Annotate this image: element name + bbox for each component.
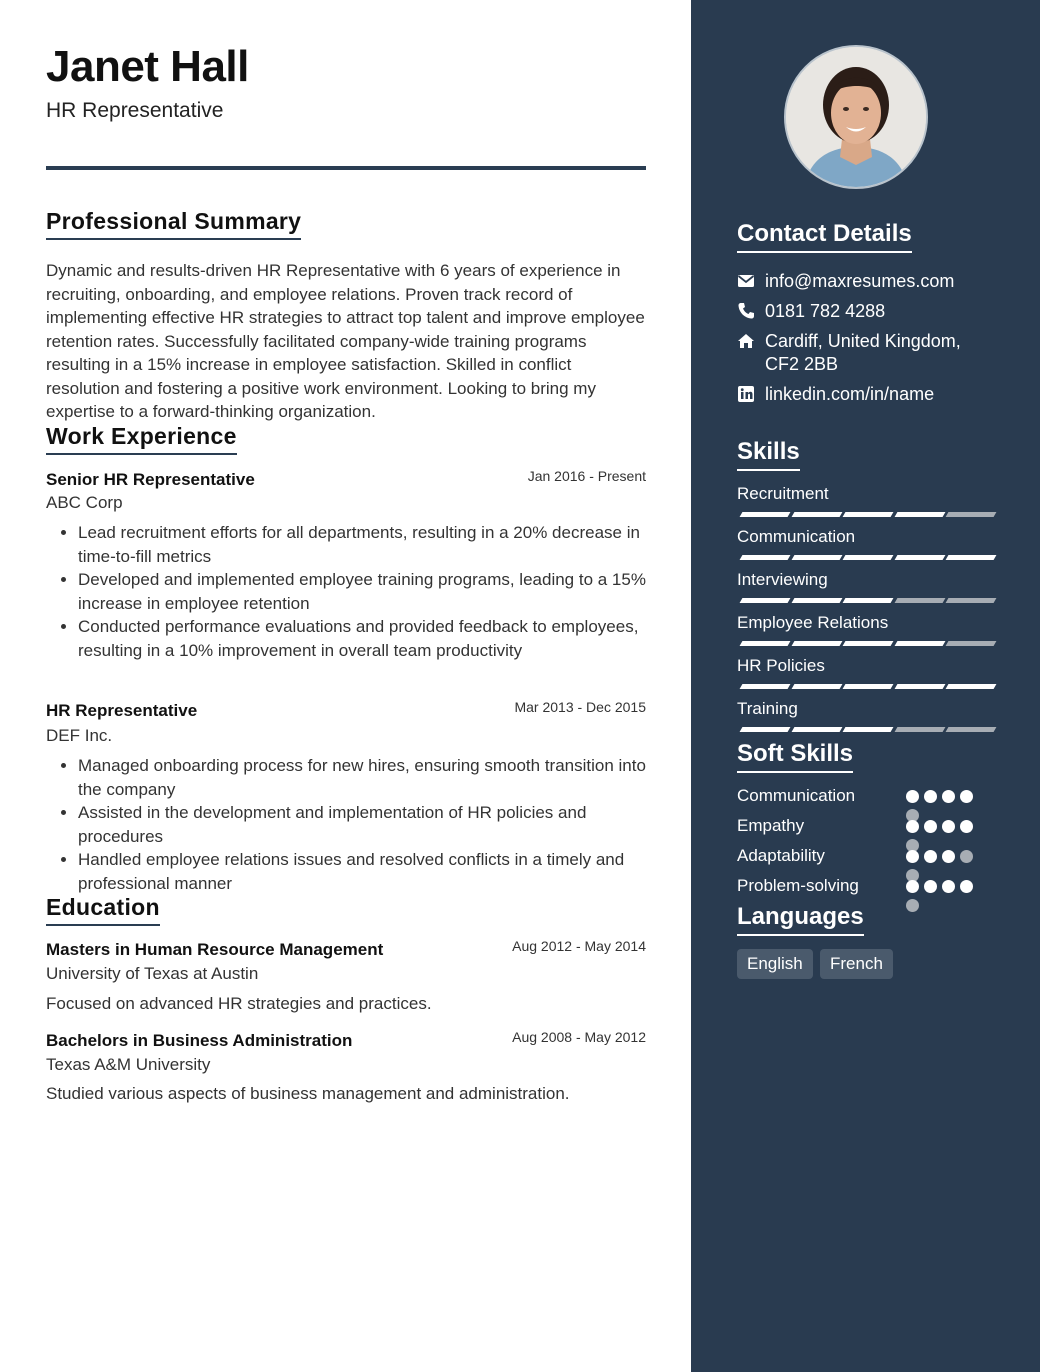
skill-level-segment — [894, 555, 945, 560]
job-dates: Mar 2013 - Dec 2015 — [514, 699, 646, 715]
soft-skill-dot — [924, 820, 937, 833]
soft-skill-dot — [960, 820, 973, 833]
skill-level-segment — [946, 727, 997, 732]
soft-skill-dot — [960, 850, 973, 863]
list-item: • Lead recruitment efforts for all departments, resulting in a 20% decrease in time-to-fill metrics — [78, 521, 648, 568]
skill-level-segment — [946, 598, 997, 603]
education-dates: Aug 2008 - May 2012 — [512, 1029, 646, 1045]
soft-skill-dot — [942, 790, 955, 803]
soft-skill-dot — [906, 820, 919, 833]
skill-level-bar — [737, 684, 995, 690]
skill-level-segment — [946, 641, 997, 646]
phone-text: 0181 782 4288 — [765, 301, 886, 321]
languages-heading: Languages — [737, 903, 864, 936]
job-company: DEF Inc. — [46, 726, 113, 745]
list-item: • Assisted in the development and implementation of HR policies and procedures — [78, 801, 648, 848]
education-heading: Education — [46, 894, 160, 926]
contact-heading: Contact Details — [737, 220, 912, 253]
skill-level-bar — [737, 555, 995, 561]
list-item: • Developed and implemented employee training programs, leading to a 15% increase in employee retention — [78, 568, 648, 615]
skill-level-segment — [946, 684, 997, 689]
skill-level-segment — [894, 512, 945, 517]
skill-level-segment — [946, 512, 997, 517]
skill-level-segment — [843, 512, 894, 517]
job-bullets — [46, 754, 648, 895]
soft-skill-name: Empathy — [737, 816, 805, 835]
skill-level-segment — [791, 641, 842, 646]
home-icon — [737, 332, 755, 350]
skill-name: Communication — [737, 527, 856, 546]
skill-level-segment — [791, 684, 842, 689]
language-tag: French — [820, 949, 893, 979]
list-item: • Handled employee relations issues and resolved conflicts in a timely and professional manner — [78, 848, 648, 895]
job-dates: Jan 2016 - Present — [527, 468, 646, 484]
skill-level-segment — [894, 684, 945, 689]
list-item: • Conducted performance evaluations and provided feedback to employees, resulting in a 10% improvement in overall team productivity — [78, 615, 648, 662]
skill-level-segment — [791, 727, 842, 732]
soft-skill-dot — [942, 850, 955, 863]
list-item: • Managed onboarding process for new hires, ensuring smooth transition into the company — [78, 754, 648, 801]
skill-level-bar — [737, 727, 995, 733]
envelope-icon — [737, 272, 755, 290]
candidate-title: HR Representative — [46, 99, 224, 122]
skill-level-segment — [740, 684, 791, 689]
phone-icon — [737, 302, 755, 320]
skill-name: Employee Relations — [737, 613, 889, 632]
soft-skill-dot — [960, 880, 973, 893]
soft-skill-dot — [942, 820, 955, 833]
skill-level-segment — [894, 727, 945, 732]
soft-skill-dot — [924, 790, 937, 803]
skill-level-segment — [843, 555, 894, 560]
skill-level-segment — [843, 641, 894, 646]
address-line-2: CF2 2BB — [765, 354, 839, 374]
education-dates: Aug 2012 - May 2014 — [512, 938, 646, 954]
soft-skill-name: Adaptability — [737, 846, 825, 865]
soft-skill-dot — [924, 850, 937, 863]
soft-skill-dot — [942, 880, 955, 893]
soft-skill-dot — [906, 850, 919, 863]
school-name: University of Texas at Austin — [46, 964, 259, 983]
skill-level-segment — [946, 555, 997, 560]
school-name: Texas A&M University — [46, 1055, 211, 1074]
skills-heading: Skills — [737, 438, 800, 471]
skill-level-segment — [791, 598, 842, 603]
soft-skills-heading: Soft Skills — [737, 740, 853, 773]
header-divider — [46, 166, 646, 170]
soft-skill-dot — [960, 790, 973, 803]
candidate-name: Janet Hall — [46, 42, 249, 91]
experience-heading: Work Experience — [46, 423, 237, 455]
skill-level-segment — [791, 512, 842, 517]
skill-level-segment — [740, 641, 791, 646]
education-description: Focused on advanced HR strategies and practices. — [46, 994, 432, 1013]
skill-level-segment — [740, 598, 791, 603]
email-text: info@maxresumes.com — [765, 271, 955, 291]
skill-level-segment — [894, 641, 945, 646]
skill-level-segment — [894, 598, 945, 603]
soft-skill-dot — [906, 880, 919, 893]
soft-skill-dot — [906, 790, 919, 803]
profile-photo — [784, 45, 928, 189]
summary-heading: Professional Summary — [46, 208, 301, 240]
skill-level-bar — [737, 641, 995, 647]
skill-name: Interviewing — [737, 570, 828, 589]
skill-level-segment — [740, 512, 791, 517]
address-line-1: Cardiff, United Kingdom, — [765, 331, 961, 351]
education-description: Studied various aspects of business management and administration. — [46, 1084, 570, 1103]
degree-title: Bachelors in Business Administration — [46, 1031, 353, 1050]
skill-level-segment — [791, 555, 842, 560]
summary-text: Dynamic and results-driven HR Representative with 6 years of experience in recruiting, onboarding, and employee relations. Proven track record of implementing effective HR strategies to attract top talent and improve employee retention rates. Successfully facilitated company-wide training programs resulting in a 15% increase in employee satisfaction. Skilled in conflict resolution and fostering a positive work environment. Looking to bring my expertise to a forward-thinking organization. — [46, 261, 645, 421]
linkedin-icon — [737, 385, 755, 403]
skill-level-segment — [843, 598, 894, 603]
skill-level-segment — [740, 555, 791, 560]
degree-title: Masters in Human Resource Management — [46, 940, 384, 959]
skill-level-bar — [737, 512, 995, 518]
soft-skill-name: Problem-solving — [737, 876, 859, 895]
skill-name: HR Policies — [737, 656, 825, 675]
language-tag: English — [737, 949, 813, 979]
soft-skill-dot — [924, 880, 937, 893]
skill-level-segment — [843, 684, 894, 689]
avatar — [786, 47, 926, 187]
job-title: Senior HR Representative — [46, 470, 255, 489]
job-company: ABC Corp — [46, 493, 123, 512]
sidebar — [691, 0, 1040, 1372]
linkedin-text: linkedin.com/in/name — [765, 384, 935, 404]
soft-skill-dot — [906, 899, 919, 912]
soft-skill-name: Communication — [737, 786, 856, 805]
skill-name: Recruitment — [737, 484, 829, 503]
skill-level-segment — [843, 727, 894, 732]
job-bullets — [46, 521, 648, 662]
skill-level-bar — [737, 598, 995, 604]
skill-name: Training — [737, 699, 798, 718]
job-title: HR Representative — [46, 701, 198, 720]
skill-level-segment — [740, 727, 791, 732]
